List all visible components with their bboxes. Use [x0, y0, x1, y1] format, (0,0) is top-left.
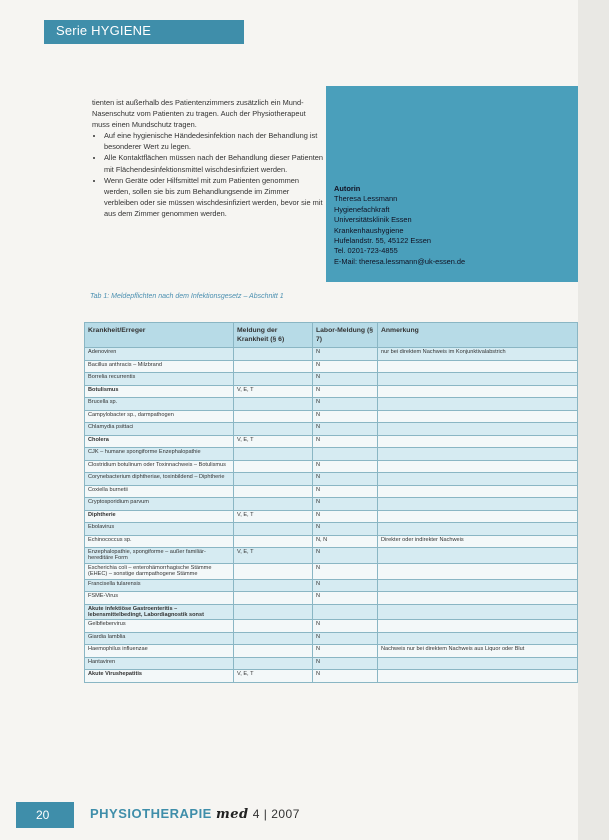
table-cell: [313, 448, 378, 461]
author-line: Hygienefachkraft: [334, 204, 390, 214]
table-row: [85, 485, 578, 498]
table-cell: Chlamydia psittaci: [85, 423, 234, 436]
table-row: [85, 348, 578, 361]
author-line: Universitätsklinik Essen: [334, 215, 412, 225]
table-cell: [234, 348, 313, 361]
table-cell: Coxiella burnetii: [85, 485, 234, 498]
table-cell: N: [313, 523, 378, 536]
intro-bullet: • Auf eine hygienische Händedesinfektion nach der Behandlung ist besonderer Wert zu legen.: [104, 130, 324, 152]
table-cell: [234, 523, 313, 536]
table-cell: [234, 498, 313, 511]
issue-number: 4 | 2007: [252, 807, 300, 821]
table-cell: Escherichia coli – enterohämorrhagische Stämme (EHEC) – sonstige darmpathogene Stämme: [85, 563, 234, 579]
table-cell: N: [313, 563, 378, 579]
table-row: [85, 670, 578, 683]
table-cell: Borrelia recurrentis: [85, 373, 234, 386]
table-row: [85, 592, 578, 605]
table-cell: [234, 410, 313, 423]
table-row: [85, 398, 578, 411]
table-cell: N: [313, 592, 378, 605]
table-row: [85, 510, 578, 523]
intro-bullets: [92, 130, 324, 219]
table-cell: Adenoviren: [85, 348, 234, 361]
table-cell: N: [313, 360, 378, 373]
table-cell: N: [313, 423, 378, 436]
column-header: Meldung der Krankheit (§ 6): [234, 323, 313, 348]
table-cell: [378, 632, 578, 645]
table-row: [85, 523, 578, 536]
table-cell: [234, 645, 313, 658]
column-header: Krankheit/Erreger: [85, 323, 234, 348]
author-box: [326, 86, 578, 282]
table-row: [85, 448, 578, 461]
table-cell: [234, 448, 313, 461]
table-cell: Brucella sp.: [85, 398, 234, 411]
table-row: [85, 548, 578, 564]
intro-lead: tienten ist außerhalb des Patientenzimmers zusätzlich ein Mund-Nasenschutz vom Patienten zu tragen. Auch der Physiotherapeut muss einen Mundschutz tragen.: [92, 98, 306, 130]
table-row: [85, 645, 578, 658]
table-cell: [378, 410, 578, 423]
series-header: [44, 20, 244, 44]
table-row: [85, 563, 578, 579]
table-cell: [378, 657, 578, 670]
table-row: [85, 657, 578, 670]
table-cell: Haemophilus influenzae: [85, 645, 234, 658]
table-cell: [378, 448, 578, 461]
table-cell: [378, 485, 578, 498]
table-cell: [234, 632, 313, 645]
table-row: [85, 360, 578, 373]
table-cell: N: [313, 510, 378, 523]
table-cell: [378, 423, 578, 436]
table-cell: [378, 670, 578, 683]
table-cell: Enzephalopathie, spongiforme – außer familiär-hereditäre Form: [85, 548, 234, 564]
table-cell: Direkter oder indirekter Nachweis: [378, 535, 578, 548]
intro-text: [92, 97, 324, 219]
table-row: [85, 579, 578, 592]
table-cell: [378, 435, 578, 448]
author-line: Tel. 0201-723-4855: [334, 246, 398, 256]
table-cell: Giardia lamblia: [85, 632, 234, 645]
table-cell: [378, 620, 578, 633]
table-cell: V, E, T: [234, 435, 313, 448]
column-header: Anmerkung: [378, 323, 578, 348]
author-line: Krankenhaushygiene: [334, 225, 404, 235]
table-cell: [234, 535, 313, 548]
table-cell: Campylobacter sp., darmpathogen: [85, 410, 234, 423]
table-cell: FSME-Virus: [85, 592, 234, 605]
table-row: [85, 410, 578, 423]
table-header-row: [85, 323, 578, 348]
table-cell: Cryptosporidium parvum: [85, 498, 234, 511]
author-line: Theresa Lessmann: [334, 194, 398, 204]
table-cell: [378, 373, 578, 386]
table-cell: [234, 579, 313, 592]
table-cell: [234, 657, 313, 670]
table-cell: [378, 604, 578, 620]
table-cell: N: [313, 460, 378, 473]
table-cell: Francisella tularensis: [85, 579, 234, 592]
table-row: [85, 473, 578, 486]
table-cell: [234, 423, 313, 436]
footer-masthead: [90, 806, 300, 822]
table-cell: V, E, T: [234, 385, 313, 398]
table-cell: Ebolavirus: [85, 523, 234, 536]
table-cell: [234, 460, 313, 473]
table-row: [85, 535, 578, 548]
table-cell: Diphtherie: [85, 510, 234, 523]
table-cell: [234, 373, 313, 386]
table-cell: [234, 360, 313, 373]
table-cell: N: [313, 385, 378, 398]
author-info: [334, 184, 465, 267]
table-cell: Akute infektiöse Gastroenteritis – lebensmittelbedingt, Labordiagnostik sonst: [85, 604, 234, 620]
table-cell: N: [313, 373, 378, 386]
series-title: Serie HYGIENE: [56, 23, 152, 38]
table-cell: N: [313, 657, 378, 670]
table-cell: [378, 360, 578, 373]
page-number-box: [16, 802, 74, 828]
table-row: [85, 620, 578, 633]
magazine-suffix: med: [215, 807, 249, 822]
table-cell: [378, 398, 578, 411]
author-email: E-Mail: theresa.lessmann@uk-essen.de: [334, 256, 466, 266]
table-cell: N: [313, 548, 378, 564]
table-cell: Akute Virushepatitis: [85, 670, 234, 683]
table-cell: CJK – humane spongiforme Enzephalopathie: [85, 448, 234, 461]
table-cell: N: [313, 579, 378, 592]
table-cell: [378, 385, 578, 398]
author-heading: Autorin: [334, 184, 361, 193]
table-cell: V, E, T: [234, 510, 313, 523]
table-cell: N: [313, 473, 378, 486]
table-cell: Cholera: [85, 435, 234, 448]
table-cell: [234, 563, 313, 579]
page-number: 20: [36, 808, 50, 822]
table-cell: [378, 548, 578, 564]
table-cell: Corynebacterium diphtheriae, toxinbildend – Diphtherie: [85, 473, 234, 486]
table-cell: [378, 460, 578, 473]
table-cell: [378, 563, 578, 579]
table-cell: [378, 579, 578, 592]
page-edge: [578, 0, 609, 840]
column-header: Labor-Meldung (§ 7): [313, 323, 378, 348]
table-cell: N, N: [313, 535, 378, 548]
table-row: [85, 604, 578, 620]
table-cell: Nachweis nur bei direktem Nachweis aus Liquor oder Blut: [378, 645, 578, 658]
table-cell: N: [313, 485, 378, 498]
table-row: [85, 632, 578, 645]
table-cell: [234, 473, 313, 486]
table-cell: N: [313, 348, 378, 361]
intro-bullet: • Alle Kontaktflächen müssen nach der Behandlung dieser Patienten mit Flächendesinfektionsmittel wischdesinfiziert werden.: [104, 152, 324, 174]
table-cell: [234, 398, 313, 411]
intro-bullet: • Wenn Geräte oder Hilfsmittel mit zum Patienten genommen werden, sollen sie bis zum Behandlungsende im Zimmer verbleiben oder sie müssen wischdesinfiziert werden, bevor sie mit aus dem Zimmer genommen werden.: [104, 175, 324, 219]
table-cell: [378, 510, 578, 523]
table-cell: Bacillus anthracis – Milzbrand: [85, 360, 234, 373]
table-caption: Tab 1: Meldepflichten nach dem Infektionsgesetz – Abschnitt 1: [90, 293, 284, 300]
table-row: [85, 385, 578, 398]
magazine-name: PHYSIOTHERAPIE: [90, 806, 212, 821]
table-cell: N: [313, 410, 378, 423]
table-cell: N: [313, 398, 378, 411]
table-cell: N: [313, 620, 378, 633]
table-cell: [234, 604, 313, 620]
table-cell: [234, 485, 313, 498]
table-cell: [234, 592, 313, 605]
table-cell: N: [313, 498, 378, 511]
table-cell: [313, 604, 378, 620]
table-row: [85, 373, 578, 386]
table-cell: Hantaviren: [85, 657, 234, 670]
table-cell: [378, 498, 578, 511]
table-row: [85, 423, 578, 436]
table-cell: [378, 592, 578, 605]
table-row: [85, 498, 578, 511]
table-row: [85, 460, 578, 473]
table-cell: Clostridium botulinum oder Toxinnachweis – Botulismus: [85, 460, 234, 473]
table-cell: nur bei direktem Nachweis im Konjunktivalabstrich: [378, 348, 578, 361]
table-cell: [378, 473, 578, 486]
table-cell: Botulismus: [85, 385, 234, 398]
table-cell: N: [313, 645, 378, 658]
reporting-table: [84, 322, 578, 683]
table-cell: [234, 620, 313, 633]
table-cell: V, E, T: [234, 548, 313, 564]
table-body: [85, 348, 578, 683]
author-line: Hufelandstr. 55, 45122 Essen: [334, 236, 431, 246]
table-row: [85, 435, 578, 448]
table-cell: N: [313, 670, 378, 683]
table-cell: N: [313, 435, 378, 448]
table-cell: [378, 523, 578, 536]
table-cell: V, E, T: [234, 670, 313, 683]
table-cell: N: [313, 632, 378, 645]
table-cell: Echinococcus sp.: [85, 535, 234, 548]
table-cell: Gelbfiebervirus: [85, 620, 234, 633]
